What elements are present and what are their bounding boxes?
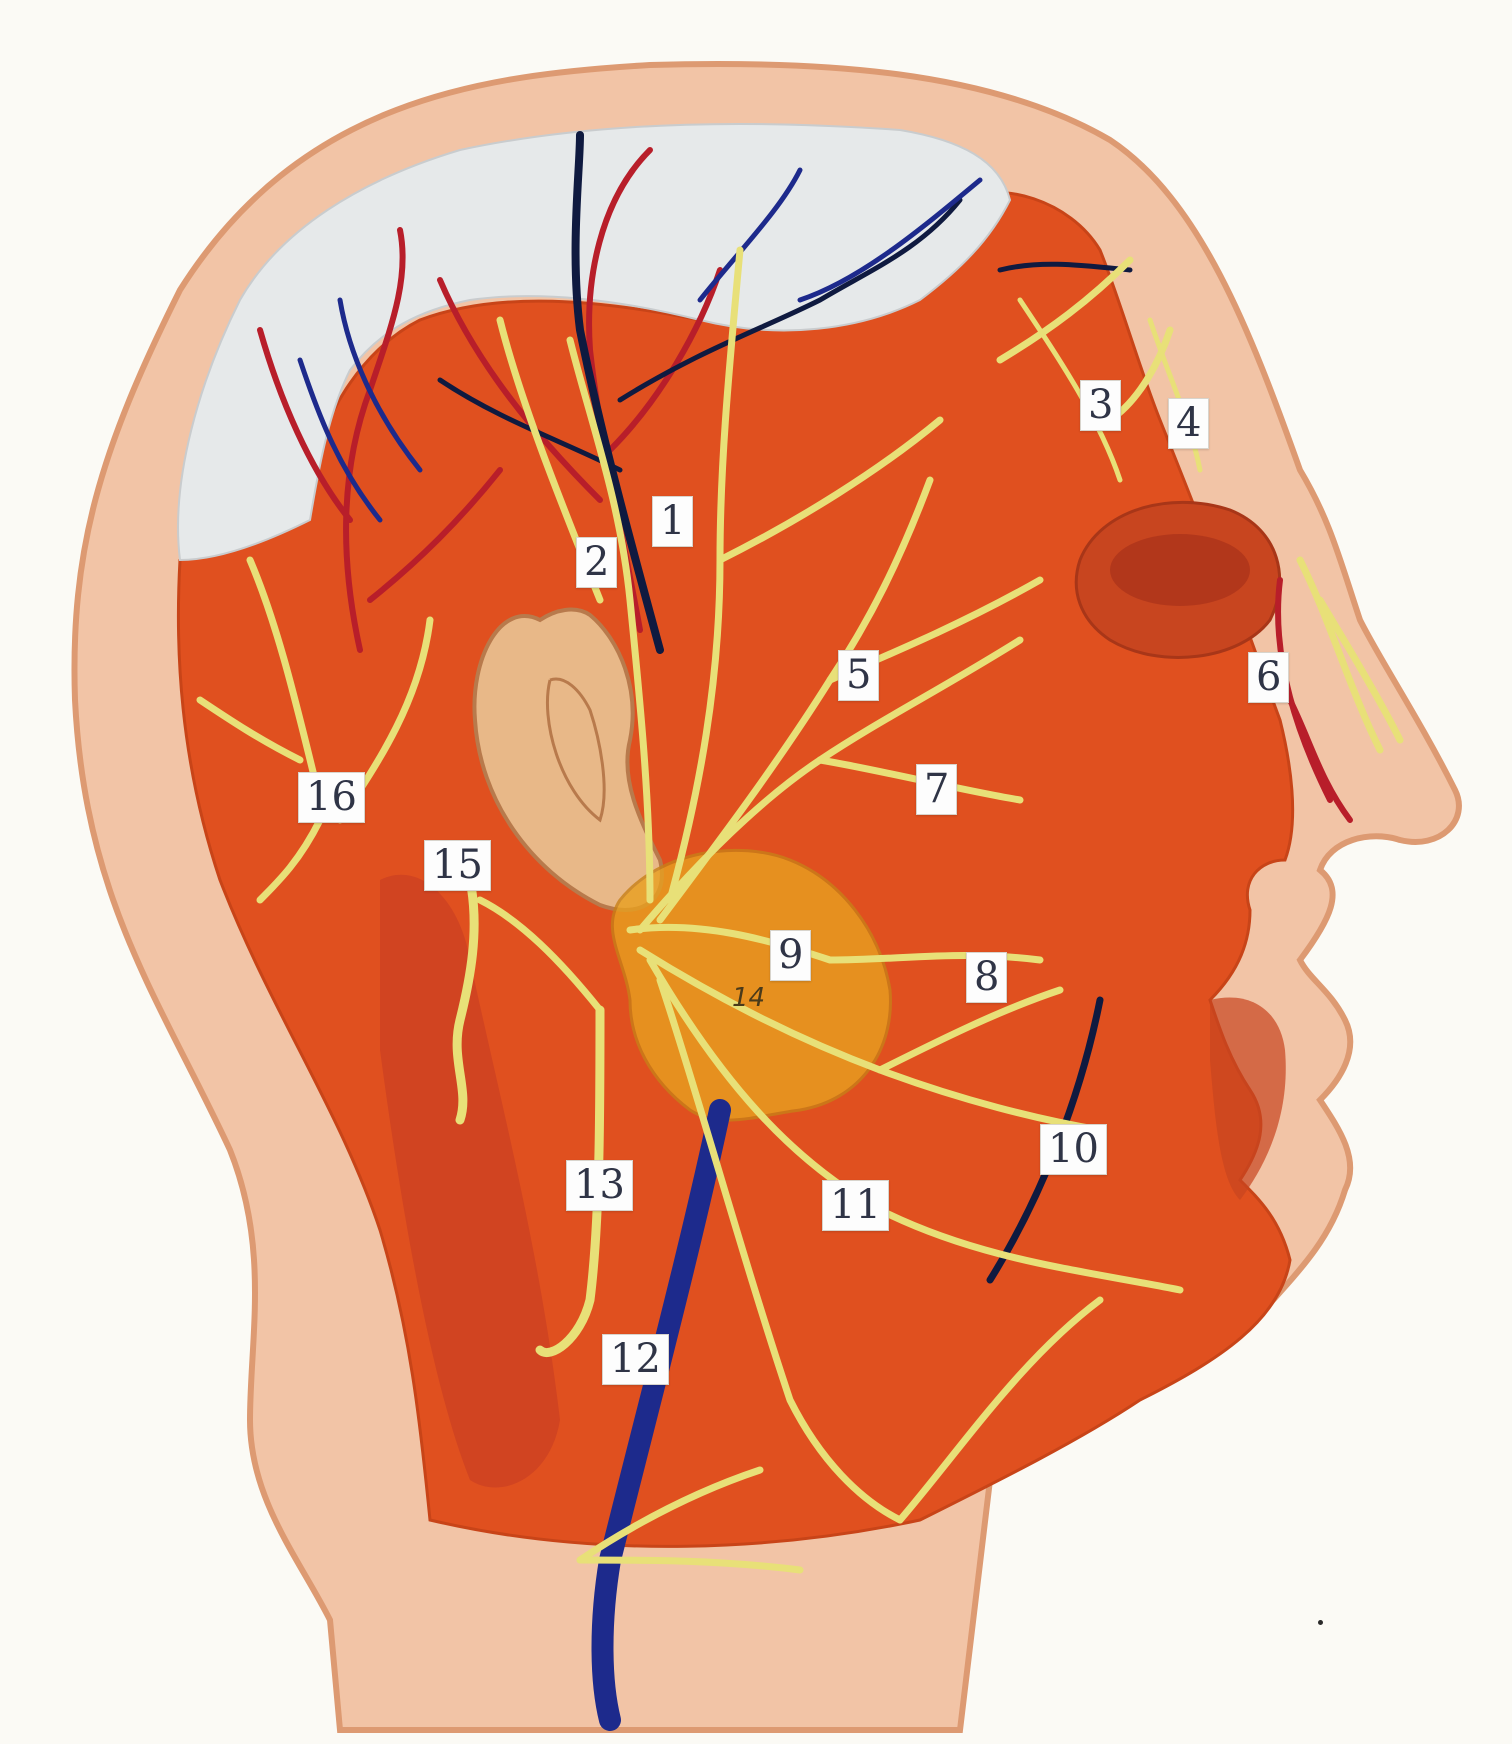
label-14-handwritten: 14: [732, 983, 766, 1013]
label-9: 9: [770, 930, 811, 981]
label-2: 2: [576, 537, 617, 588]
label-15: 15: [424, 840, 491, 891]
label-4: 4: [1168, 398, 1209, 449]
label-11: 11: [822, 1180, 889, 1231]
label-8: 8: [966, 952, 1007, 1003]
label-1: 1: [652, 496, 693, 547]
label-13: 13: [566, 1160, 633, 1211]
label-5: 5: [838, 650, 879, 701]
eye-lid: [1110, 534, 1250, 606]
paper-speck: [1318, 1620, 1323, 1625]
label-6: 6: [1248, 652, 1289, 703]
label-7: 7: [916, 764, 957, 815]
label-16: 16: [298, 772, 365, 823]
label-3: 3: [1080, 380, 1121, 431]
label-12: 12: [602, 1334, 669, 1385]
label-10: 10: [1040, 1124, 1107, 1175]
